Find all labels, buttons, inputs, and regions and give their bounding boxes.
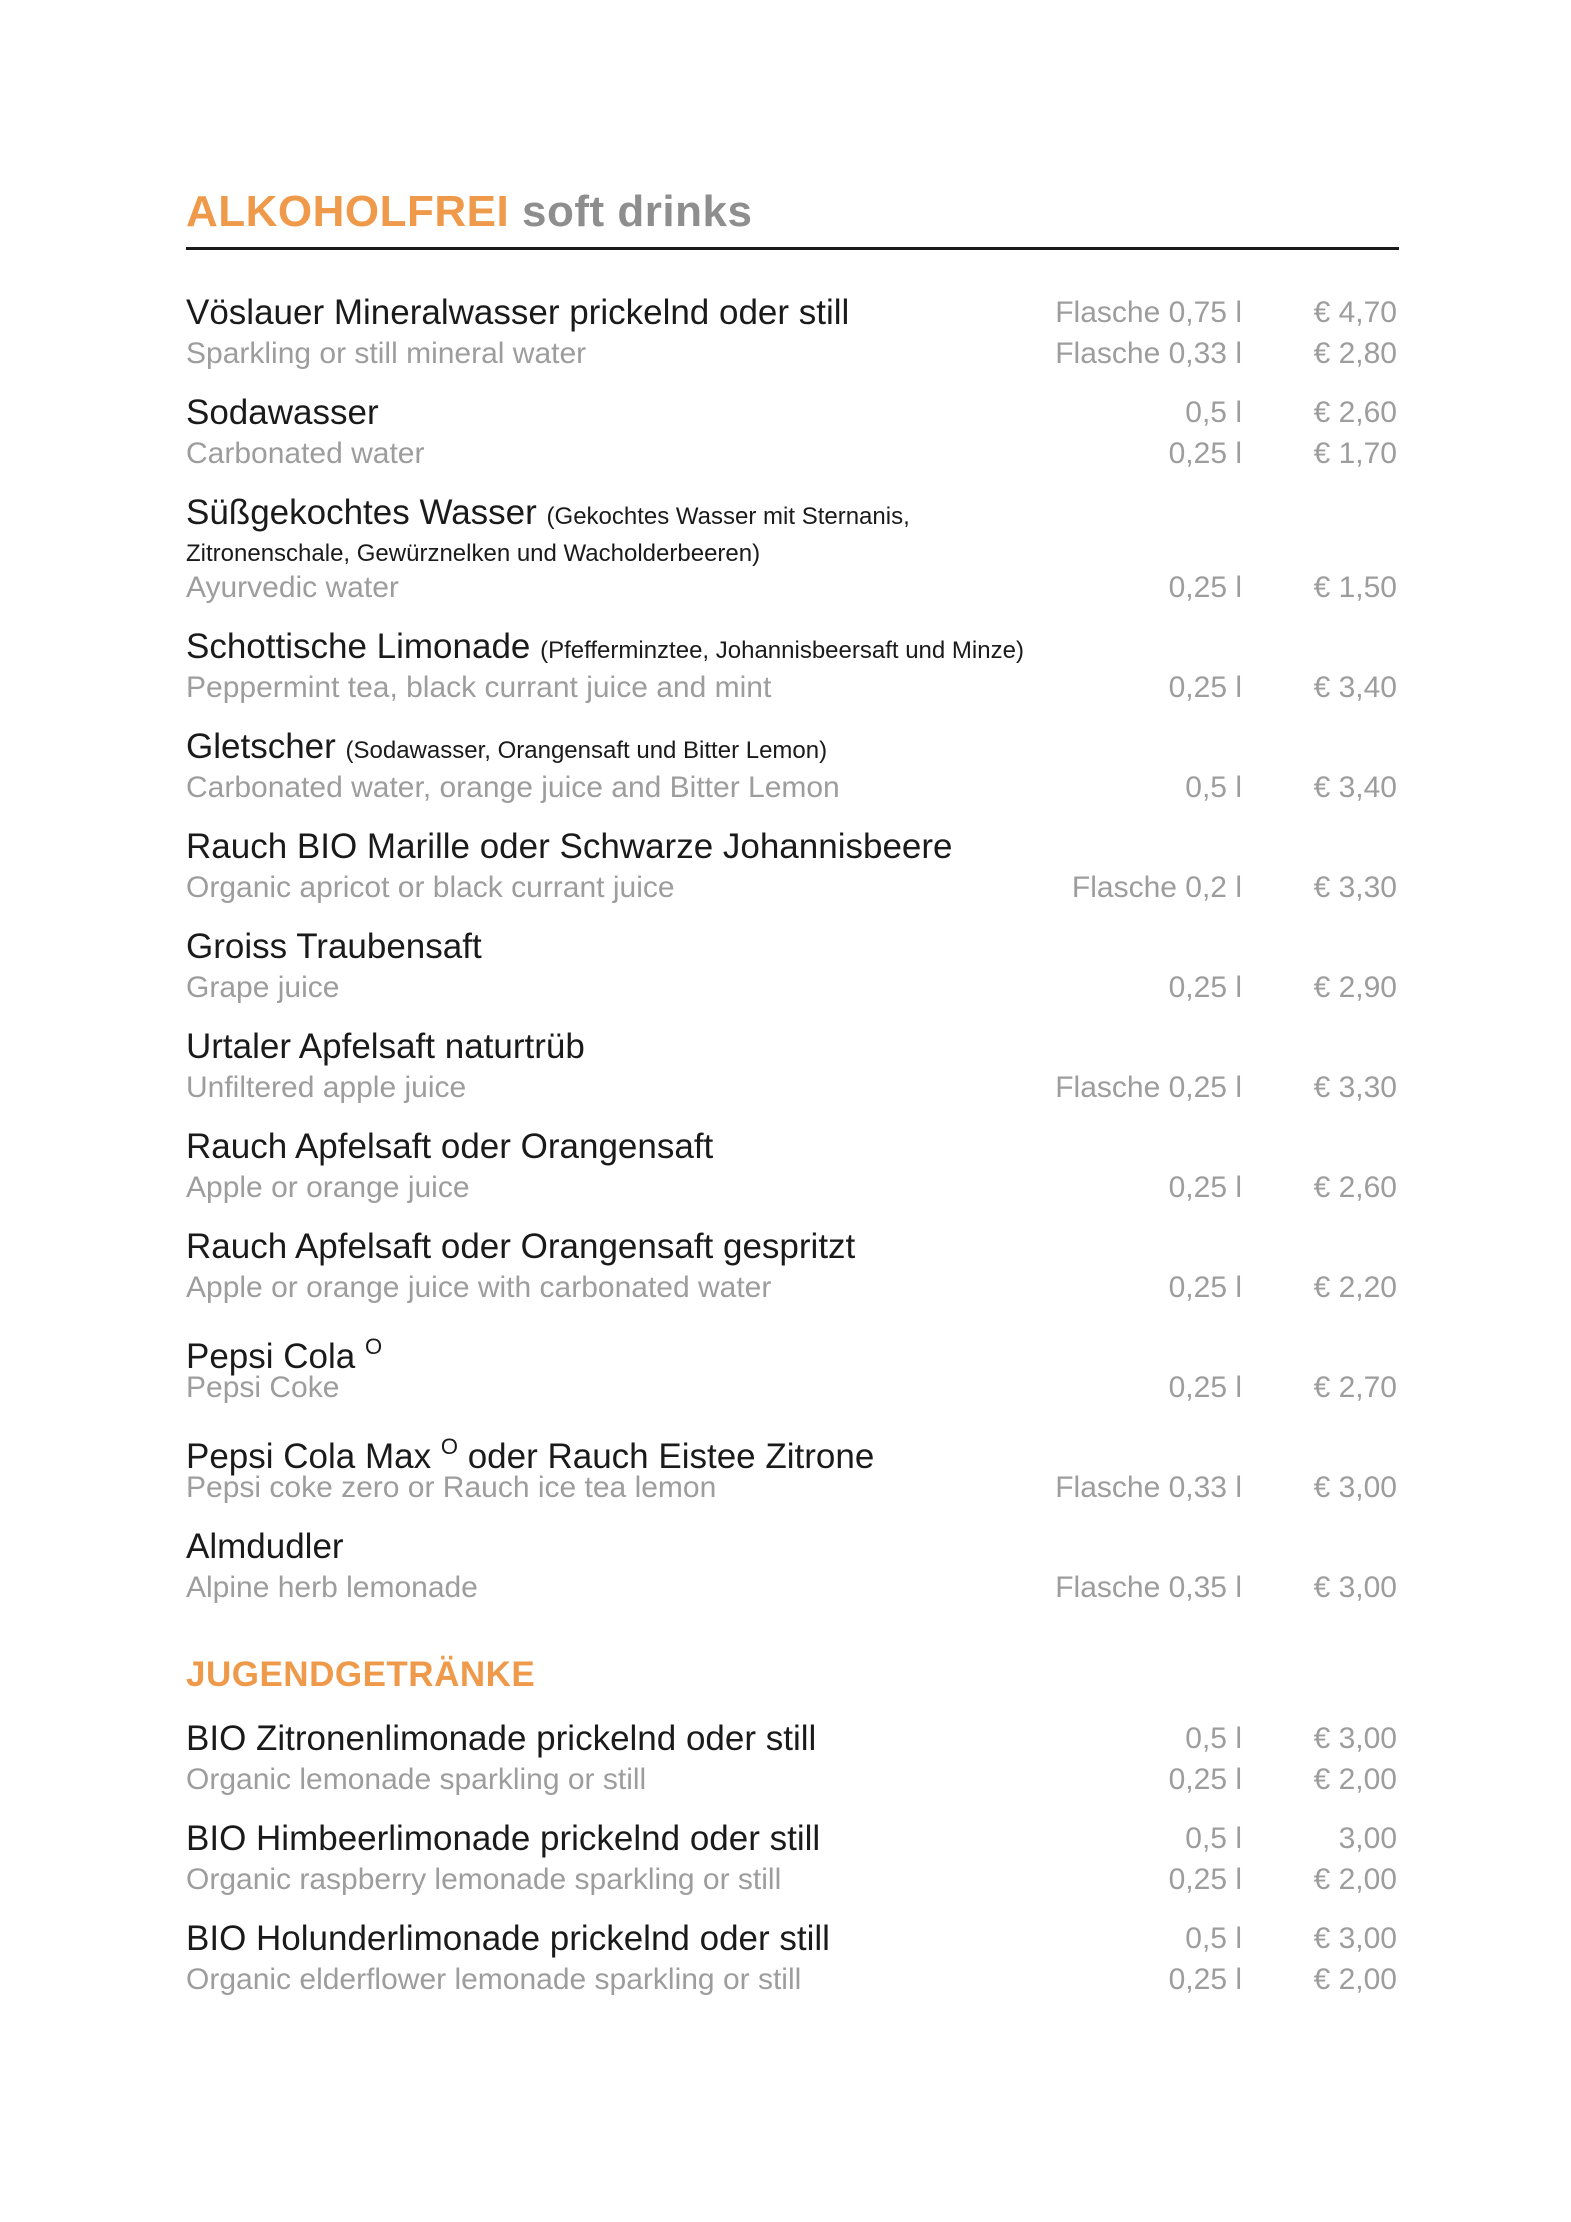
item-volume: Flasche 0,33 l [1055, 337, 1242, 370]
item-price: € 3,00 [1313, 1571, 1397, 1604]
item-price: € 3,00 [1313, 1722, 1397, 1755]
page-title [186, 187, 1399, 242]
item-name: Groiss Traubensaft [186, 927, 482, 966]
menu-item [186, 1718, 1399, 1800]
item-note-line [186, 533, 1399, 567]
item-price: € 2,90 [1313, 971, 1397, 1004]
item-volume: Flasche 0,33 l [1055, 1471, 1242, 1504]
item-volume: 0,25 l [1168, 437, 1242, 470]
item-volume: 0,5 l [1185, 1922, 1242, 1955]
item-volume: 0,5 l [1185, 396, 1242, 429]
item-translation-line [186, 1859, 1399, 1900]
item-translation: Unfiltered apple juice [186, 1071, 467, 1104]
item-name: BIO Zitronenlimonade prickelnd oder still [186, 1719, 817, 1758]
item-price: € 1,70 [1313, 437, 1397, 470]
item-price: € 3,40 [1313, 771, 1397, 804]
item-price: € 1,50 [1313, 571, 1397, 604]
item-name-line [186, 1326, 1399, 1376]
menu-item [186, 826, 1399, 908]
item-volume: 0,5 l [1185, 1822, 1242, 1855]
item-price: € 2,70 [1313, 1371, 1397, 1404]
item-volume: 0,25 l [1168, 1763, 1242, 1796]
item-name: Pepsi Cola Max [186, 1437, 432, 1476]
item-price: € 3,00 [1313, 1471, 1397, 1504]
item-translation: Organic raspberry lemonade sparkling or still [186, 1863, 782, 1896]
title-rest: soft drinks [522, 187, 753, 236]
item-name: Pepsi Cola [186, 1337, 356, 1376]
item-volume: 0,25 l [1168, 1963, 1242, 1996]
item-volume: 0,5 l [1185, 771, 1242, 804]
item-name-line [186, 926, 1399, 967]
menu-item [186, 292, 1399, 374]
item-price: € 3,00 [1313, 1922, 1397, 1955]
item-translation: Grape juice [186, 971, 340, 1004]
item-name-line [186, 292, 1399, 333]
item-price: € 2,00 [1313, 1763, 1397, 1796]
item-translation-line [186, 767, 1399, 808]
item-translation-line [186, 1959, 1399, 2000]
item-mark: O [365, 1334, 383, 1359]
item-name-line [186, 1526, 1399, 1567]
item-translation-line [186, 867, 1399, 908]
item-translation: Carbonated water, orange juice and Bitter Lemon [186, 771, 840, 804]
menu-item [186, 1226, 1399, 1308]
item-name: Almdudler [186, 1527, 344, 1566]
menu-item [186, 1026, 1399, 1108]
menu-page [186, 187, 1399, 2018]
item-translation: Carbonated water [186, 437, 425, 470]
item-volume: 0,25 l [1168, 1271, 1242, 1304]
item-name-line [186, 1426, 1399, 1476]
item-translation: Apple or orange juice with carbonated water [186, 1271, 772, 1304]
menu-item [186, 926, 1399, 1008]
item-name-line [186, 626, 1399, 667]
item-price: € 2,60 [1313, 1171, 1397, 1204]
drinks-list [186, 292, 1399, 1608]
item-name-line [186, 826, 1399, 867]
item-name-line [186, 726, 1399, 767]
item-name: Rauch Apfelsaft oder Orangensaft gespritzt [186, 1227, 856, 1266]
menu-item [186, 1818, 1399, 1900]
item-translation: Alpine herb lemonade [186, 1571, 478, 1604]
item-name-line [186, 1918, 1399, 1959]
menu-item [186, 1526, 1399, 1608]
item-volume: 0,25 l [1168, 971, 1242, 1004]
item-name: Rauch BIO Marille oder Schwarze Johannisbeere [186, 827, 953, 866]
item-name: BIO Holunderlimonade prickelnd oder still [186, 1919, 830, 1958]
item-translation-line [186, 667, 1399, 708]
item-name: Rauch Apfelsaft oder Orangensaft [186, 1127, 714, 1166]
item-name-line [186, 1818, 1399, 1859]
item-price: € 3,30 [1313, 1071, 1397, 1104]
item-price: € 3,30 [1313, 871, 1397, 904]
title-accent: ALKOHOLFREI [186, 187, 510, 236]
item-volume: Flasche 0,75 l [1055, 296, 1242, 329]
menu-item [186, 1126, 1399, 1208]
youth-drinks-list [186, 1718, 1399, 2000]
item-translation: Organic lemonade sparkling or still [186, 1763, 647, 1796]
item-name: Schottische Limonade [186, 627, 531, 666]
item-translation-line [186, 433, 1399, 474]
item-name-line [186, 1126, 1399, 1167]
item-translation-line [186, 1267, 1399, 1308]
item-volume: 0,25 l [1168, 1863, 1242, 1896]
item-translation: Pepsi coke zero or Rauch ice tea lemon [186, 1471, 717, 1504]
item-volume: 0,25 l [1168, 1371, 1242, 1404]
item-name-line [186, 492, 1399, 533]
item-volume: 0,25 l [1168, 1171, 1242, 1204]
item-note: (Sodawasser, Orangensaft und Bitter Lemon) [345, 737, 828, 764]
item-translation: Sparkling or still mineral water [186, 337, 587, 370]
menu-item [186, 1326, 1399, 1408]
section-title-youth: JUGENDGETRÄNKE [186, 1655, 536, 1694]
item-name-line [186, 1718, 1399, 1759]
item-price: € 2,80 [1313, 337, 1397, 370]
item-note: (Pfefferminztee, Johannisbeersaft und Minze) [540, 637, 1024, 664]
menu-item [186, 1426, 1399, 1508]
item-translation-line [186, 333, 1399, 374]
menu-item [186, 626, 1399, 708]
item-price: € 2,00 [1313, 1963, 1397, 1996]
item-translation: Organic elderflower lemonade sparkling or still [186, 1963, 802, 1996]
menu-item [186, 492, 1399, 608]
item-name-line [186, 392, 1399, 433]
item-name-line [186, 1226, 1399, 1267]
item-translation: Organic apricot or black currant juice [186, 871, 675, 904]
title-divider [186, 247, 1399, 250]
item-note-2: Zitronenschale, Gewürznelken und Wacholderbeeren) [186, 540, 761, 567]
item-name: Sodawasser [186, 393, 379, 432]
item-volume: 0,5 l [1185, 1722, 1242, 1755]
item-volume: Flasche 0,35 l [1055, 1571, 1242, 1604]
item-name-line [186, 1026, 1399, 1067]
item-translation: Ayurvedic water [186, 571, 399, 604]
menu-item [186, 726, 1399, 808]
item-price: € 2,00 [1313, 1863, 1397, 1896]
item-translation: Pepsi Coke [186, 1371, 340, 1404]
item-translation-line [186, 1759, 1399, 1800]
item-mark: O [440, 1434, 458, 1459]
item-translation-line [186, 1367, 1399, 1408]
menu-item [186, 392, 1399, 474]
item-price: € 4,70 [1313, 296, 1397, 329]
item-price: € 2,60 [1313, 396, 1397, 429]
item-translation: Peppermint tea, black currant juice and mint [186, 671, 772, 704]
item-volume: Flasche 0,25 l [1055, 1071, 1242, 1104]
item-volume: 0,25 l [1168, 571, 1242, 604]
item-name-after: oder Rauch Eistee Zitrone [467, 1437, 875, 1476]
item-name: Vöslauer Mineralwasser prickelnd oder still [186, 293, 850, 332]
item-name: BIO Himbeerlimonade prickelnd oder still [186, 1819, 821, 1858]
item-price: € 2,20 [1313, 1271, 1397, 1304]
item-name: Urtaler Apfelsaft naturtrüb [186, 1027, 585, 1066]
item-translation-line [186, 1067, 1399, 1108]
item-price: € 3,40 [1313, 671, 1397, 704]
item-translation-line [186, 1467, 1399, 1508]
item-volume: 0,25 l [1168, 671, 1242, 704]
item-translation-line [186, 967, 1399, 1008]
item-price: 3,00 [1338, 1822, 1397, 1855]
item-note: (Gekochtes Wasser mit Sternanis, [546, 503, 910, 530]
item-translation: Apple or orange juice [186, 1171, 470, 1204]
item-name: Süßgekochtes Wasser [186, 493, 537, 532]
item-name: Gletscher [186, 727, 336, 766]
item-volume: Flasche 0,2 l [1071, 871, 1242, 904]
menu-item [186, 1918, 1399, 2000]
item-translation-line [186, 567, 1399, 608]
item-translation-line [186, 1567, 1399, 1608]
item-translation-line [186, 1167, 1399, 1208]
